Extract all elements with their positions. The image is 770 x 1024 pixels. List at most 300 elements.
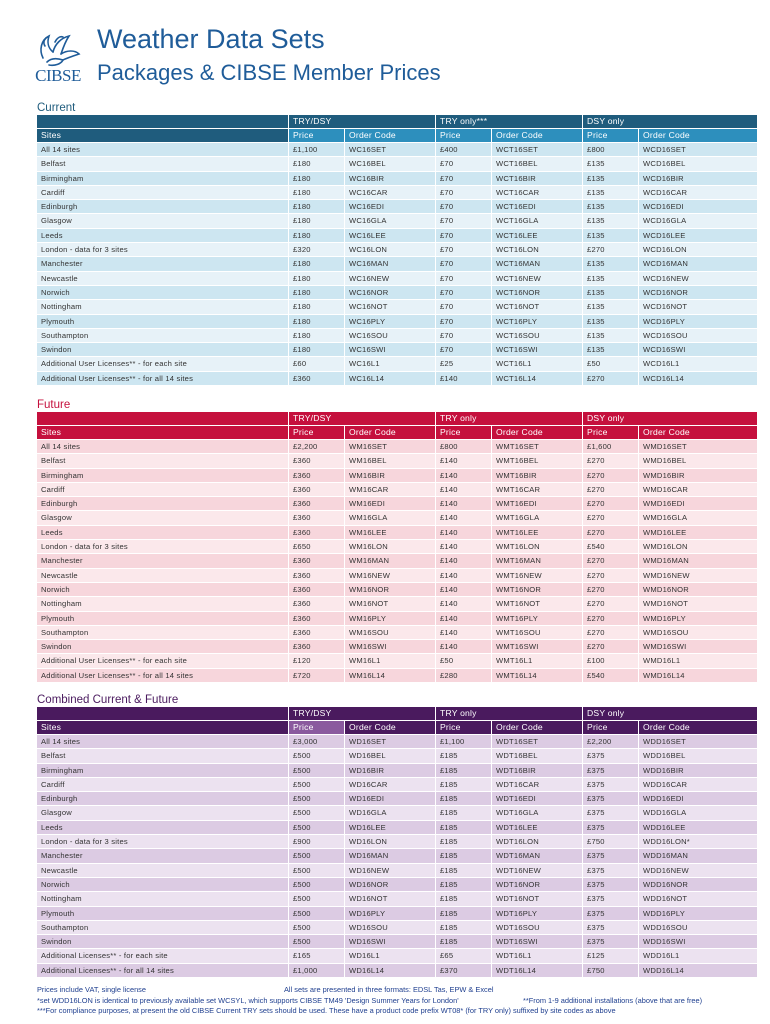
site-cell: Newcastle (37, 569, 289, 583)
price-cell: £140 (436, 454, 492, 468)
order-code-cell: WMT16BIR (492, 469, 583, 483)
table-row (37, 469, 758, 483)
price-cell: £360 (289, 640, 345, 654)
order-code-cell: WMD16NEW (639, 569, 758, 583)
order-code-cell: WDD16PLY (639, 907, 758, 921)
price-cell: £360 (289, 626, 345, 640)
column-header-row (37, 426, 758, 440)
order-code-cell: WM16SWI (345, 640, 436, 654)
price-cell: £270 (583, 626, 639, 640)
footnote-compliance: ***For compliance purposes, at present the old CIBSE Current TRY sets should be used. These have a product code prefix WT08* (for TRY only) suffixed by site codes as above (37, 1006, 616, 1015)
order-code-cell: WDD16MAN (639, 849, 758, 863)
price-cell: £180 (289, 315, 345, 329)
order-code-cell: WMD16GLA (639, 511, 758, 525)
table-row (37, 821, 758, 835)
column-header: Price (289, 129, 345, 143)
price-cell: £185 (436, 935, 492, 949)
price-cell: £185 (436, 835, 492, 849)
column-header: Price (436, 129, 492, 143)
price-cell: £50 (583, 357, 639, 371)
column-header: Order Code (639, 426, 758, 440)
order-code-cell: WM16MAN (345, 554, 436, 568)
price-cell: £140 (436, 497, 492, 511)
price-cell: £2,200 (583, 735, 639, 749)
price-cell: £65 (436, 949, 492, 963)
order-code-cell: WDD16BEL (639, 749, 758, 763)
order-code-cell: WM16CAR (345, 483, 436, 497)
site-cell: Edinburgh (37, 200, 289, 214)
order-code-cell: WMD16L1 (639, 654, 758, 668)
table-row (37, 669, 758, 683)
price-cell: £70 (436, 243, 492, 257)
order-code-cell: WCD16MAN (639, 257, 758, 271)
group-header: DSY only (583, 115, 758, 129)
table-row (37, 329, 758, 343)
order-code-cell: WD16NEW (345, 864, 436, 878)
price-cell: £375 (583, 892, 639, 906)
column-header: Order Code (492, 721, 583, 735)
price-cell: £360 (289, 469, 345, 483)
site-cell: Southampton (37, 626, 289, 640)
price-cell: £100 (583, 654, 639, 668)
price-cell: £185 (436, 821, 492, 835)
price-cell: £360 (289, 569, 345, 583)
site-cell: Southampton (37, 921, 289, 935)
price-cell: £185 (436, 878, 492, 892)
site-cell: Birmingham (37, 172, 289, 186)
group-header: TRY/DSY (289, 412, 436, 426)
price-cell: £180 (289, 300, 345, 314)
group-header-blank (37, 115, 289, 129)
site-cell: Additional Licenses** - for each site (37, 949, 289, 963)
site-cell: Nottingham (37, 892, 289, 906)
price-cell: £540 (583, 669, 639, 683)
site-cell: Norwich (37, 286, 289, 300)
site-cell: Additional User Licenses** - for each site (37, 357, 289, 371)
site-cell: Cardiff (37, 778, 289, 792)
order-code-cell: WMT16SOU (492, 626, 583, 640)
group-header-row (37, 412, 758, 426)
site-cell: Belfast (37, 454, 289, 468)
price-cell: £185 (436, 892, 492, 906)
order-code-cell: WMT16L1 (492, 654, 583, 668)
price-cell: £750 (583, 835, 639, 849)
price-cell: £185 (436, 749, 492, 763)
column-header: Order Code (345, 129, 436, 143)
price-cell: £135 (583, 257, 639, 271)
order-code-cell: WDD16GLA (639, 806, 758, 820)
site-cell: Belfast (37, 749, 289, 763)
price-cell: £360 (289, 497, 345, 511)
footnote-formats: All sets are presented in three formats: EDSL Tas, EPW & Excel (284, 985, 494, 994)
price-cell: £900 (289, 835, 345, 849)
price-cell: £180 (289, 200, 345, 214)
group-header-row (37, 115, 758, 129)
table-row (37, 583, 758, 597)
order-code-cell: WDT16CAR (492, 778, 583, 792)
order-code-cell: WC16BEL (345, 157, 436, 171)
order-code-cell: WMD16BIR (639, 469, 758, 483)
order-code-cell: WDT16NOR (492, 878, 583, 892)
price-cell: £1,600 (583, 440, 639, 454)
price-cell: £270 (583, 526, 639, 540)
order-code-cell: WDD16BIR (639, 764, 758, 778)
price-cell: £270 (583, 483, 639, 497)
column-header: Sites (37, 426, 289, 440)
table-row (37, 864, 758, 878)
price-cell: £650 (289, 540, 345, 554)
price-cell: £70 (436, 229, 492, 243)
price-cell: £500 (289, 907, 345, 921)
order-code-cell: WMD16LEE (639, 526, 758, 540)
price-cell: £185 (436, 764, 492, 778)
order-code-cell: WM16BIR (345, 469, 436, 483)
price-cell: £180 (289, 186, 345, 200)
price-cell: £360 (289, 511, 345, 525)
price-cell: £375 (583, 907, 639, 921)
column-header: Price (583, 721, 639, 735)
column-header: Order Code (345, 426, 436, 440)
table-row (37, 849, 758, 863)
table-row (37, 640, 758, 654)
order-code-cell: WD16SET (345, 735, 436, 749)
order-code-cell: WM16NEW (345, 569, 436, 583)
table-row (37, 612, 758, 626)
price-cell: £270 (583, 469, 639, 483)
price-cell: £60 (289, 357, 345, 371)
order-code-cell: WC16NEW (345, 272, 436, 286)
price-cell: £360 (289, 372, 345, 386)
column-header: Price (436, 426, 492, 440)
price-cell: £135 (583, 186, 639, 200)
site-cell: London - data for 3 sites (37, 243, 289, 257)
order-code-cell: WCT16MAN (492, 257, 583, 271)
price-cell: £360 (289, 583, 345, 597)
order-code-cell: WD16L14 (345, 964, 436, 978)
table-row (37, 597, 758, 611)
group-header: TRY only*** (436, 115, 583, 129)
price-cell: £140 (436, 469, 492, 483)
price-table-current (37, 115, 758, 386)
order-code-cell: WMT16GLA (492, 511, 583, 525)
price-cell: £140 (436, 569, 492, 583)
order-code-cell: WMD16PLY (639, 612, 758, 626)
site-cell: Newcastle (37, 864, 289, 878)
footnote-vat: Prices include VAT, single license (37, 985, 146, 994)
price-cell: £360 (289, 597, 345, 611)
table-row (37, 257, 758, 271)
site-cell: Newcastle (37, 272, 289, 286)
order-code-cell: WD16LEE (345, 821, 436, 835)
order-code-cell: WDT16MAN (492, 849, 583, 863)
site-cell: Swindon (37, 935, 289, 949)
site-cell: Leeds (37, 821, 289, 835)
order-code-cell: WCD16BIR (639, 172, 758, 186)
site-cell: Leeds (37, 229, 289, 243)
order-code-cell: WCT16GLA (492, 214, 583, 228)
price-cell: £70 (436, 257, 492, 271)
price-cell: £180 (289, 286, 345, 300)
footnotes (37, 985, 770, 1017)
order-code-cell: WM16PLY (345, 612, 436, 626)
order-code-cell: WDT16LON (492, 835, 583, 849)
price-cell: £800 (436, 440, 492, 454)
site-cell: Leeds (37, 526, 289, 540)
table-row (37, 921, 758, 935)
order-code-cell: WMT16NOT (492, 597, 583, 611)
price-cell: £500 (289, 921, 345, 935)
order-code-cell: WCT16L1 (492, 357, 583, 371)
order-code-cell: WCD16L1 (639, 357, 758, 371)
price-cell: £120 (289, 654, 345, 668)
table-row (37, 792, 758, 806)
price-cell: £70 (436, 272, 492, 286)
order-code-cell: WC16L14 (345, 372, 436, 386)
column-header: Price (289, 721, 345, 735)
order-code-cell: WCT16PLY (492, 315, 583, 329)
price-cell: £270 (583, 554, 639, 568)
price-cell: £270 (583, 243, 639, 257)
order-code-cell: WDD16LEE (639, 821, 758, 835)
order-code-cell: WMD16MAN (639, 554, 758, 568)
order-code-cell: WD16PLY (345, 907, 436, 921)
order-code-cell: WDT16BEL (492, 749, 583, 763)
price-cell: £375 (583, 806, 639, 820)
price-cell: £270 (583, 511, 639, 525)
site-cell: Edinburgh (37, 497, 289, 511)
price-cell: £135 (583, 286, 639, 300)
price-cell: £280 (436, 669, 492, 683)
order-code-cell: WD16NOT (345, 892, 436, 906)
table-row (37, 935, 758, 949)
price-cell: £140 (436, 511, 492, 525)
price-cell: £360 (289, 483, 345, 497)
column-header: Order Code (639, 721, 758, 735)
price-cell: £500 (289, 821, 345, 835)
table-row (37, 343, 758, 357)
order-code-cell: WMT16LEE (492, 526, 583, 540)
order-code-cell: WC16SET (345, 143, 436, 157)
price-cell: £135 (583, 200, 639, 214)
order-code-cell: WMT16SET (492, 440, 583, 454)
site-cell: Plymouth (37, 315, 289, 329)
logo-wordmark: CIBSE (35, 66, 81, 85)
page-title: Weather Data Sets (97, 24, 325, 54)
order-code-cell: WCD16NEW (639, 272, 758, 286)
order-code-cell: WC16MAN (345, 257, 436, 271)
price-cell: £140 (436, 554, 492, 568)
table-row (37, 749, 758, 763)
price-cell: £360 (289, 454, 345, 468)
group-header-blank (37, 707, 289, 721)
price-cell: £185 (436, 778, 492, 792)
site-cell: Plymouth (37, 907, 289, 921)
site-cell: London - data for 3 sites (37, 835, 289, 849)
page-header (0, 0, 770, 100)
order-code-cell: WCD16L14 (639, 372, 758, 386)
order-code-cell: WDD16NOT (639, 892, 758, 906)
table-row (37, 440, 758, 454)
order-code-cell: WC16GLA (345, 214, 436, 228)
order-code-cell: WC16L1 (345, 357, 436, 371)
price-cell: £375 (583, 921, 639, 935)
table-row (37, 200, 758, 214)
price-cell: £750 (583, 964, 639, 978)
price-cell: £180 (289, 343, 345, 357)
price-cell: £140 (436, 583, 492, 597)
price-cell: £140 (436, 612, 492, 626)
price-cell: £70 (436, 300, 492, 314)
footnote-line-1 (37, 985, 770, 996)
column-header: Order Code (639, 129, 758, 143)
site-cell: Manchester (37, 257, 289, 271)
price-cell: £70 (436, 200, 492, 214)
table-row (37, 357, 758, 371)
table-row (37, 764, 758, 778)
group-header: TRY only (436, 412, 583, 426)
price-cell: £375 (583, 749, 639, 763)
site-cell: Additional User Licenses** - for each site (37, 654, 289, 668)
order-code-cell: WCT16SWI (492, 343, 583, 357)
order-code-cell: WM16SOU (345, 626, 436, 640)
column-header: Price (436, 721, 492, 735)
price-cell: £270 (583, 454, 639, 468)
column-header: Order Code (492, 129, 583, 143)
order-code-cell: WCT16BIR (492, 172, 583, 186)
order-code-cell: WD16BIR (345, 764, 436, 778)
group-header-blank (37, 412, 289, 426)
table-row (37, 654, 758, 668)
order-code-cell: WCD16GLA (639, 214, 758, 228)
order-code-cell: WC16EDI (345, 200, 436, 214)
order-code-cell: WMD16CAR (639, 483, 758, 497)
table-row (37, 286, 758, 300)
table-row (37, 157, 758, 171)
order-code-cell: WC16BIR (345, 172, 436, 186)
order-code-cell: WCD16LON (639, 243, 758, 257)
table-row (37, 964, 758, 978)
price-cell: £140 (436, 483, 492, 497)
order-code-cell: WDT16NOT (492, 892, 583, 906)
order-code-cell: WM16LEE (345, 526, 436, 540)
price-cell: £270 (583, 612, 639, 626)
order-code-cell: WCD16NOR (639, 286, 758, 300)
order-code-cell: WC16LEE (345, 229, 436, 243)
price-cell: £370 (436, 964, 492, 978)
order-code-cell: WCT16LON (492, 243, 583, 257)
table-row (37, 540, 758, 554)
order-code-cell: WC16NOT (345, 300, 436, 314)
table-row (37, 454, 758, 468)
price-cell: £1,100 (289, 143, 345, 157)
order-code-cell: WM16LON (345, 540, 436, 554)
price-cell: £2,200 (289, 440, 345, 454)
price-cell: £135 (583, 343, 639, 357)
group-header-row (37, 707, 758, 721)
order-code-cell: WMT16EDI (492, 497, 583, 511)
price-cell: £800 (583, 143, 639, 157)
price-cell: £185 (436, 921, 492, 935)
footnote-installations: **From 1-9 additional installations (above that are free) (523, 995, 703, 1005)
order-code-cell: WMD16EDI (639, 497, 758, 511)
table-row (37, 626, 758, 640)
price-cell: £185 (436, 864, 492, 878)
price-cell: £375 (583, 821, 639, 835)
order-code-cell: WMD16SWI (639, 640, 758, 654)
order-code-cell: WCT16LEE (492, 229, 583, 243)
price-table-combined (37, 707, 758, 978)
site-cell: Additional User Licenses** - for all 14 sites (37, 372, 289, 386)
price-cell: £500 (289, 764, 345, 778)
price-cell: £70 (436, 186, 492, 200)
price-cell: £70 (436, 343, 492, 357)
order-code-cell: WDD16L1 (639, 949, 758, 963)
price-cell: £360 (289, 554, 345, 568)
column-header-row (37, 721, 758, 735)
order-code-cell: WMD16NOR (639, 583, 758, 597)
column-header: Sites (37, 129, 289, 143)
price-cell: £360 (289, 526, 345, 540)
table-row (37, 778, 758, 792)
table-row (37, 272, 758, 286)
price-cell: £180 (289, 272, 345, 286)
order-code-cell: WCT16NOT (492, 300, 583, 314)
price-cell: £1,000 (289, 964, 345, 978)
order-code-cell: WCT16SOU (492, 329, 583, 343)
order-code-cell: WCT16NEW (492, 272, 583, 286)
order-code-cell: WD16SOU (345, 921, 436, 935)
column-header: Order Code (492, 426, 583, 440)
order-code-cell: WDD16LON* (639, 835, 758, 849)
order-code-cell: WMD16NOT (639, 597, 758, 611)
price-cell: £375 (583, 778, 639, 792)
price-cell: £270 (583, 569, 639, 583)
price-cell: £135 (583, 329, 639, 343)
price-cell: £270 (583, 597, 639, 611)
group-header: DSY only (583, 412, 758, 426)
order-code-cell: WMT16SWI (492, 640, 583, 654)
price-cell: £135 (583, 315, 639, 329)
site-cell: Glasgow (37, 214, 289, 228)
table-row (37, 511, 758, 525)
table-row (37, 892, 758, 906)
site-cell: Birmingham (37, 469, 289, 483)
price-table-future (37, 412, 758, 683)
price-cell: £135 (583, 272, 639, 286)
order-code-cell: WDD16NEW (639, 864, 758, 878)
price-cell: £540 (583, 540, 639, 554)
order-code-cell: WM16BEL (345, 454, 436, 468)
order-code-cell: WDT16L1 (492, 949, 583, 963)
group-header: TRY/DSY (289, 115, 436, 129)
order-code-cell: WDT16LEE (492, 821, 583, 835)
footnote-line-3 (37, 1006, 770, 1017)
price-cell: £320 (289, 243, 345, 257)
price-cell: £165 (289, 949, 345, 963)
table-row (37, 497, 758, 511)
table-row (37, 483, 758, 497)
price-cell: £185 (436, 806, 492, 820)
table-row (37, 143, 758, 157)
price-cell: £375 (583, 864, 639, 878)
order-code-cell: WDT16EDI (492, 792, 583, 806)
price-cell: £500 (289, 792, 345, 806)
price-cell: £270 (583, 497, 639, 511)
column-header: Price (583, 129, 639, 143)
price-cell: £185 (436, 849, 492, 863)
price-cell: £1,100 (436, 735, 492, 749)
order-code-cell: WC16LON (345, 243, 436, 257)
